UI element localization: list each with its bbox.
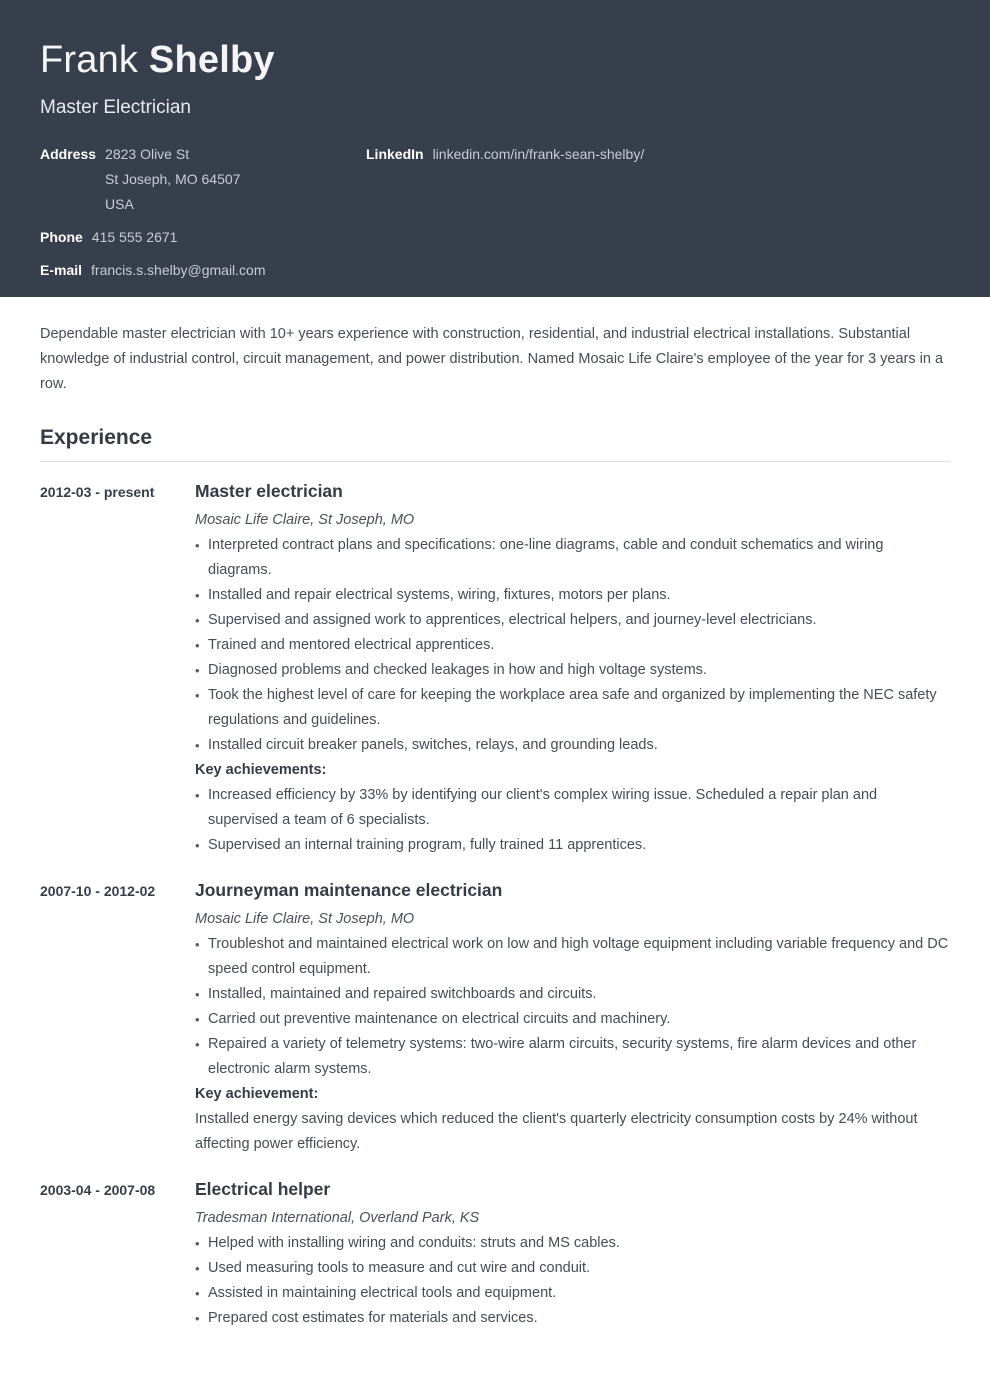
address-line-3: USA <box>105 196 134 212</box>
address-value <box>105 142 240 217</box>
candidate-name <box>40 38 950 82</box>
job-details <box>195 1177 950 1331</box>
job-bullet: • Carried out preventive maintenance on electrical circuits and machinery. <box>195 1007 950 1032</box>
key-achievement-label: Key achievement: <box>195 1086 319 1102</box>
resume-header <box>0 0 990 297</box>
job-dates: 2012-03 - present <box>40 484 155 500</box>
job-company: Tradesman International, Overland Park, KS <box>195 1210 480 1226</box>
job-bullet: • Troubleshot and maintained electrical work on low and high voltage equipment including variable frequency and DC speed control equipment. <box>195 932 950 982</box>
contact-right-column <box>366 142 950 291</box>
phone-label: Phone <box>40 229 83 245</box>
achievement-bullet-list <box>195 783 950 858</box>
job-bullet: • Took the highest level of care for keeping the workplace area safe and organized by implementing the NEC safety regulations and guidelines. <box>195 683 950 733</box>
job-bullet: • Installed and repair electrical systems, wiring, fixtures, motors per plans. <box>195 583 950 608</box>
job-company: Mosaic Life Claire, St Joseph, MO <box>195 512 415 528</box>
job-bullet: • Used measuring tools to measure and cut wire and conduit. <box>195 1256 950 1281</box>
job-title: Master electrician <box>195 481 343 501</box>
linkedin-row <box>366 142 950 167</box>
resume-body <box>0 322 990 1331</box>
job-bullet: • Trained and mentored electrical apprentices. <box>195 633 950 658</box>
candidate-first-name: Frank <box>40 39 139 81</box>
address-row <box>40 142 366 217</box>
job-bullet: • Helped with installing wiring and conduits: struts and MS cables. <box>195 1231 950 1256</box>
experience-section-heading: Experience <box>40 426 950 462</box>
contact-left-column <box>40 142 366 291</box>
job-bullet: • Assisted in maintaining electrical tools and equipment. <box>195 1281 950 1306</box>
job-bullet: • Repaired a variety of telemetry systems: two-wire alarm circuits, security systems, fire alarm devices and other electronic alarm systems. <box>195 1032 950 1082</box>
phone-value: 415 555 2671 <box>91 229 178 245</box>
job-company: Mosaic Life Claire, St Joseph, MO <box>195 911 415 927</box>
job-bullet-list <box>195 1231 950 1331</box>
job-bullet: • Installed circuit breaker panels, switches, relays, and grounding leads. <box>195 733 950 758</box>
email-label: E-mail <box>40 262 83 278</box>
professional-summary: Dependable master electrician with 10+ years experience with construction, residential, and industrial electrical installations. Substantial knowledge of industrial control, circuit management, and power distribution. Named Mosaic Life Claire's employee of the year for 3 years in a row. <box>40 326 944 392</box>
job-details <box>195 878 950 1157</box>
job-entry-journeyman-electrician <box>40 878 950 1157</box>
job-bullet: • Diagnosed problems and checked leakages in how and high voltage systems. <box>195 658 950 683</box>
job-dates: 2007-10 - 2012-02 <box>40 883 156 899</box>
email-value: francis.s.shelby@gmail.com <box>91 262 266 278</box>
job-bullet-list <box>195 533 950 758</box>
job-entry-electrical-helper <box>40 1177 950 1331</box>
address-line-2: St Joseph, MO 64507 <box>105 171 241 187</box>
job-details <box>195 479 950 858</box>
job-title: Electrical helper <box>195 1179 331 1199</box>
job-bullet: • Interpreted contract plans and specifications: one-line diagrams, cable and conduit schematics and wiring diagrams. <box>195 533 950 583</box>
job-bullet: • Installed, maintained and repaired switchboards and circuits. <box>195 982 950 1007</box>
key-achievements-label: Key achievements: <box>195 762 327 778</box>
phone-row <box>40 225 366 250</box>
linkedin-label: LinkedIn <box>366 146 424 162</box>
linkedin-value: linkedin.com/in/frank-sean-shelby/ <box>432 146 645 162</box>
address-label: Address <box>40 146 97 162</box>
candidate-last-name: Shelby <box>148 39 275 81</box>
job-bullet-list <box>195 932 950 1082</box>
job-title: Journeyman maintenance electrician <box>195 880 503 900</box>
candidate-job-title: Master Electrician <box>40 97 191 118</box>
achievement-bullet: • Supervised an internal training program, fully trained 11 apprentices. <box>195 833 950 858</box>
job-dates: 2003-04 - 2007-08 <box>40 1182 156 1198</box>
job-bullet: • Prepared cost estimates for materials and services. <box>195 1306 950 1331</box>
job-bullet: • Supervised and assigned work to apprentices, electrical helpers, and journey-level electricians. <box>195 608 950 633</box>
contact-section <box>40 142 950 291</box>
email-row <box>40 258 366 283</box>
achievement-bullet: • Increased efficiency by 33% by identifying our client's complex wiring issue. Scheduled a repair plan and supervised a team of 6 specialists. <box>195 783 950 833</box>
address-line-1: 2823 Olive St <box>105 146 190 162</box>
achievement-text: Installed energy saving devices which reduced the client's quarterly electricity consumption costs by 24% without affecting power efficiency. <box>195 1111 918 1152</box>
job-entry-master-electrician <box>40 479 950 858</box>
